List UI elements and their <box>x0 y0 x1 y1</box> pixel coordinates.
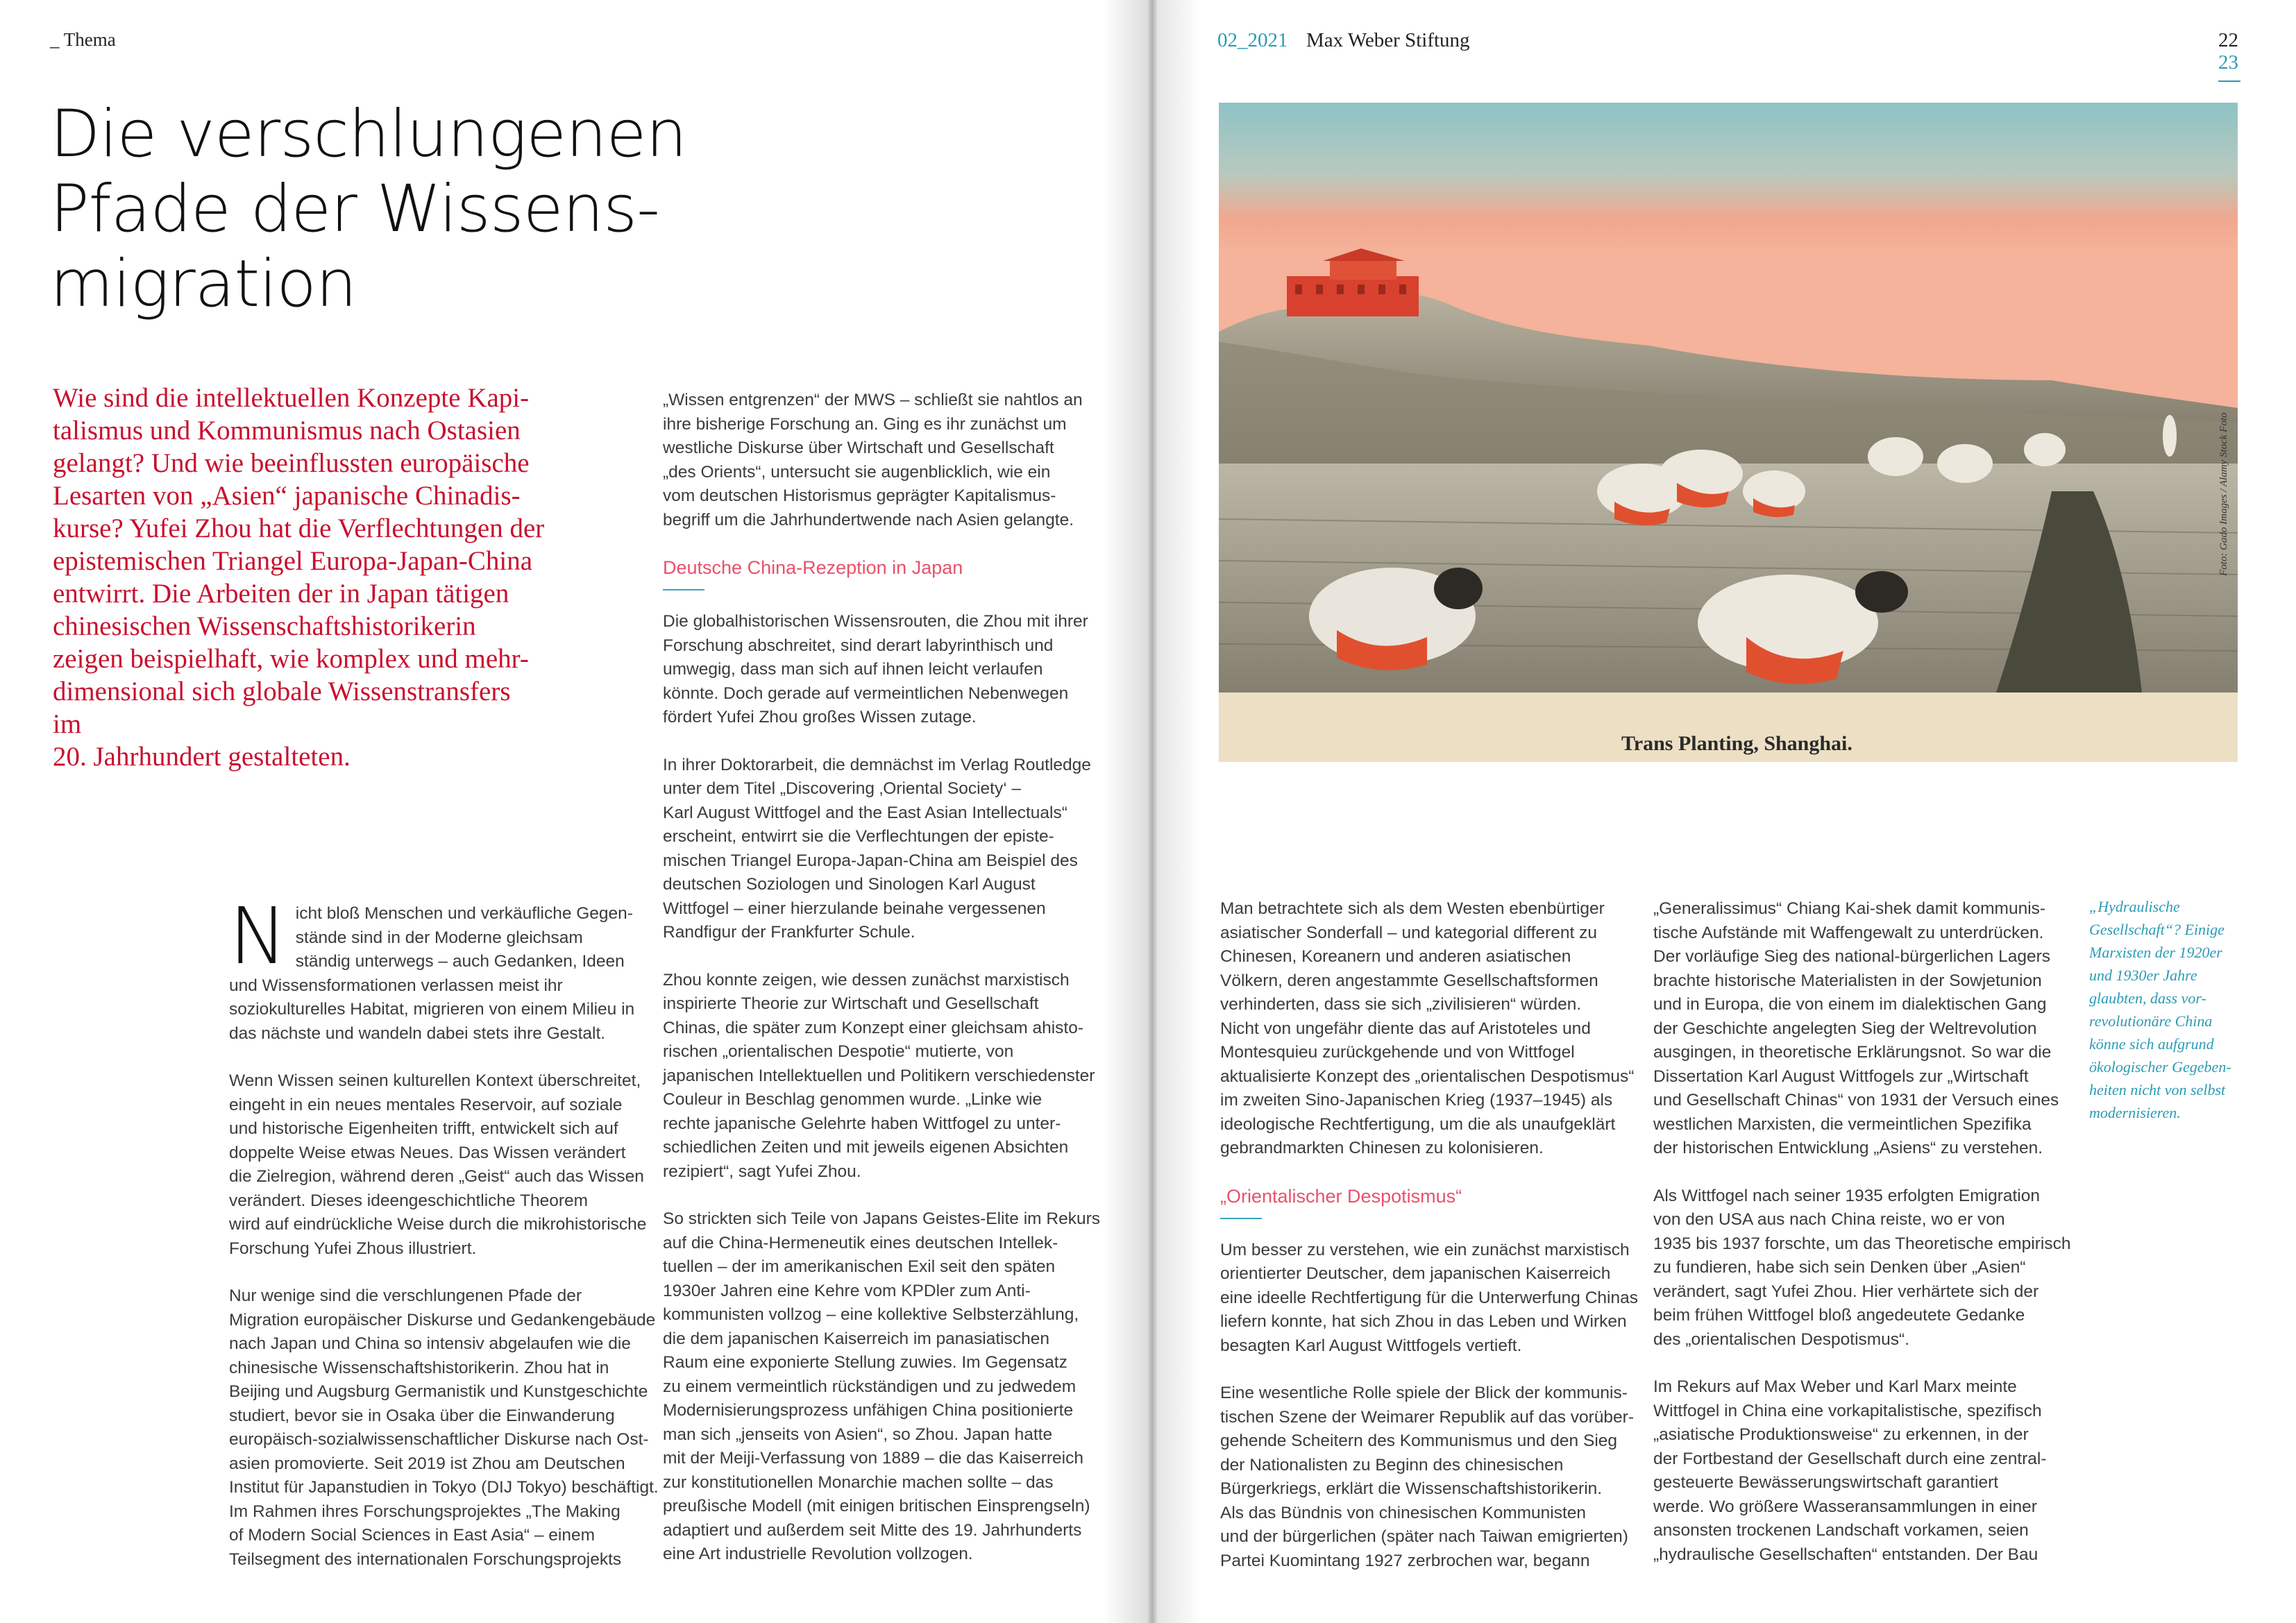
body-line: man sich „jenseits von Asien“, so Zhou. Japan hatte <box>663 1425 1053 1444</box>
body-line: der historischen Entwicklung „Asiens“ zu verstehen. <box>1653 1139 2043 1157</box>
body-line: eine Art industrielle Revolution vollzogen. <box>663 1545 973 1563</box>
body-line: aktualisierte Konzept des „orientalischen Despotismus“ <box>1220 1067 1635 1086</box>
body-line: wird auf eindrückliche Weise durch die mikrohistorische <box>229 1215 647 1234</box>
body-line: Institut für Japanstudien in Tokyo (DIJ Tokyo) beschäftigt. <box>229 1478 659 1497</box>
issue-label: 02_2021 <box>1217 29 1288 51</box>
body-line: Im Rekurs auf Max Weber und Karl Marx meinte <box>1653 1377 2017 1396</box>
photo-caption: Trans Planting, Shanghai. <box>1621 732 1852 755</box>
body-line: zu fundieren, habe sich sein Denken über „Asien“ <box>1653 1258 2026 1277</box>
body-line: Migration europäischer Diskurse und Gedankengebäude <box>229 1310 656 1329</box>
headline-line: Die verschlungenen <box>50 96 687 172</box>
body-line: zur konstitutionellen Monarchie machen sollte – das <box>663 1472 1054 1492</box>
body-line: tische Aufstände mit Waffengewalt zu unterdrücken. <box>1653 923 2044 942</box>
body-line: das nächste und wandeln dabei stets ihre Gestalt. <box>229 1023 606 1043</box>
body-line: ihre bisherige Forschung an. Ging es ihr zunächst um <box>663 414 1067 434</box>
body-line: 1930er Jahren eine Kehre vom KPDler zum Anti- <box>663 1281 1031 1300</box>
body-line: könnte. Doch gerade auf vermeintlichen Nebenwegen <box>663 683 1069 703</box>
body-line: des „orientalischen Despotismus“. <box>1653 1329 1910 1349</box>
body-paragraph <box>663 389 1107 532</box>
body-line: umwegig, dass man sich auf ihnen leicht verlaufen <box>663 660 1043 679</box>
body-line: von den USA aus nach China reiste, wo er von <box>1653 1210 2005 1229</box>
quote-line: ökologischer Gegeben- <box>2089 1058 2231 1076</box>
quote-line: und 1930er Jahre <box>2089 967 2197 984</box>
subheading: Deutsche China-Rezeption in Japan <box>663 557 963 578</box>
body-line: „des Orients“, untersucht sie augenblicklich, wie ein <box>663 462 1051 482</box>
body-line: Teilsegment des internationalen Forschungsprojekts <box>229 1549 622 1569</box>
publication-name: Max Weber Stiftung <box>1306 29 1470 51</box>
lead-paragraph <box>53 382 546 773</box>
body-line: fördert Yufei Zhou großes Wissen zutage. <box>663 708 977 726</box>
lead-line: chinesischen Wissenschaftshistorikerin <box>53 611 476 641</box>
body-line: zu einem vermeintlich rückständigen und zu jedwedem <box>663 1377 1077 1396</box>
lead-line: entwirrt. Die Arbeiten der in Japan tätigen <box>53 579 509 609</box>
subheading-rule <box>663 589 704 590</box>
body-paragraph <box>663 969 1107 1184</box>
body-line: ausgingen, in theoretische Erklärungsnot. So war die <box>1653 1043 2052 1062</box>
body-line: Chinesen, Koreanern und anderen asiatischen <box>1220 947 1571 966</box>
body-paragraph <box>663 754 1107 945</box>
body-line: chinesische Wissenschaftshistorikerin. Zhou hat in <box>229 1358 609 1377</box>
body-line: erscheint, entwirrt sie die Verflechtungen der episte- <box>663 827 1054 846</box>
section-label: _ Thema <box>50 29 116 50</box>
body-line: Karl August Wittfogel and the East Asian Intellectuals“ <box>663 803 1067 822</box>
body-line: adaptiert und außerdem seit Mitte des 19. Jahrhunderts <box>663 1520 1082 1540</box>
body-line: Partei Kuomintang 1927 zerbrochen war, begann <box>1220 1551 1590 1570</box>
body-line: rischen „orientalischen Despotie“ mutierte, von <box>663 1042 1014 1061</box>
body-line: icht bloß Menschen und verkäufliche Gegen- <box>295 904 633 923</box>
body-line: gehende Scheitern des Kommunismus und den Sieg <box>1220 1431 1618 1450</box>
body-line: Randfigur der Frankfurter Schule. <box>663 923 915 942</box>
body-line: rechte japanische Gelehrte haben Wittfogel zu unter- <box>663 1114 1061 1133</box>
page-number-left: 22 <box>2218 29 2238 51</box>
lead-line: 20. Jahrhundert gestalteten. <box>53 742 351 772</box>
body-line: studiert, bevor sie in Osaka über die Einwanderung <box>229 1406 615 1425</box>
subheading: „Orientalischer Despotismus“ <box>1220 1185 1462 1207</box>
lead-line: talismus und Kommunismus nach Ostasien <box>53 416 521 445</box>
body-line: Raum eine exponierte Stellung zuwies. Im Gegensatz <box>663 1353 1067 1372</box>
body-line: Forschung Yufei Zhous illustriert. <box>229 1239 477 1258</box>
body-paragraph <box>229 892 659 1046</box>
photo-credit: Foto: Gado Images / Alamy Stock Foto <box>2218 412 2229 576</box>
body-line: Beijing und Augsburg Germanistik und Kunstgeschichte <box>229 1382 648 1401</box>
body-line: „asiatische Produktionsweise“ zu erkennen, in der <box>1653 1425 2029 1444</box>
body-paragraph <box>663 610 1107 730</box>
body-line: asien promovierte. Seit 2019 ist Zhou am Deutschen <box>229 1454 625 1473</box>
body-line: die dem japanischen Kaiserreich im panasiatischen <box>663 1329 1050 1348</box>
body-line: unter dem Titel „Discovering ‚Oriental Society‘ – <box>663 779 1022 798</box>
body-line: Eine wesentliche Rolle spiele der Blick der kommunis- <box>1220 1384 1628 1402</box>
body-line: Die globalhistorischen Wissensrouten, die Zhou mit ihrer <box>663 612 1088 631</box>
body-line: ideologische Rechtfertigung, um die als unaufgeklärt <box>1220 1114 1616 1134</box>
body-line: Montesquieu zurückgehende und von Wittfogel <box>1220 1043 1575 1062</box>
headline <box>50 97 744 322</box>
body-line: Der vorläufige Sieg des national-bürgerlichen Lagers <box>1653 947 2051 966</box>
body-line: asiatischer Sonderfall – und kategorial different zu <box>1220 923 1597 942</box>
lead-line: epistemischen Triangel Europa-Japan-China <box>53 546 533 576</box>
subheading-rule <box>1220 1218 1262 1219</box>
headline-line: migration <box>50 246 357 322</box>
body-line: im zweiten Sino-Japanischen Krieg (1937–1945) als <box>1220 1091 1613 1110</box>
lead-line: dimensional sich globale Wissenstransfers im <box>53 677 511 739</box>
body-column-2 <box>663 389 1107 1567</box>
body-line: verändert, sagt Yufei Zhou. Hier verhärtete sich der <box>1653 1282 2039 1301</box>
quote-line: heiten nicht von selbst <box>2089 1081 2226 1098</box>
page-number-right: 23 <box>2218 51 2238 74</box>
lead-line: Lesarten von „Asien“ japanische Chinadis- <box>53 481 521 511</box>
body-line: gebrandmarkten Chinesen zu kolonisieren. <box>1220 1139 1544 1157</box>
body-line: Forschung abschreitet, sind derart labyrinthisch und <box>663 636 1054 655</box>
lead-line: kurse? Yufei Zhou hat die Verflechtungen der <box>53 513 545 543</box>
body-line: ansonsten trockenen Landschaft vorkamen, seien <box>1653 1521 2029 1540</box>
body-line: japanischen Intellektuellen und Politikern verschiedenster <box>663 1066 1095 1085</box>
body-paragraph <box>229 1284 659 1572</box>
body-line: begriff um die Jahrhundertwende nach Asien gelangte. <box>663 510 1074 529</box>
body-line: werde. Wo größere Wasseransammlungen in einer <box>1653 1497 2037 1516</box>
body-line: doppelte Weise etwas Neues. Das Wissen verändert <box>229 1143 626 1162</box>
body-line: Nur wenige sind die verschlungenen Pfade der <box>229 1286 582 1305</box>
subheading-block <box>1220 1184 1644 1219</box>
body-line: „hydraulische Gesellschaften“ entstanden. Der Bau <box>1653 1545 2038 1564</box>
body-line: verändert. Dieses ideengeschichtliche Theorem <box>229 1191 589 1210</box>
body-line: schiedlichen Zeiten und mit jeweils eigenen Absichten <box>663 1138 1069 1157</box>
lead-line: zeigen beispielhaft, wie komplex und mehr- <box>53 644 529 674</box>
body-column-4 <box>1653 897 2077 1567</box>
body-line: Als Wittfogel nach seiner 1935 erfolgten Emigration <box>1653 1186 2040 1205</box>
quote-line: glaubten, dass vor- <box>2089 989 2206 1007</box>
body-line: nach Japan und China so intensiv abgelaufen wie die <box>229 1334 631 1353</box>
body-line: Bürgerkriegs, erklärt die Wissenschaftshistorikerin. <box>1220 1479 1603 1498</box>
subheading-block <box>663 556 1107 590</box>
body-paragraph <box>229 1069 659 1261</box>
body-line: ständig unterwegs – auch Gedanken, Ideen <box>295 952 625 971</box>
photo-illustration <box>1219 103 2238 762</box>
body-line: Um besser zu verstehen, wie ein zunächst marxistisch <box>1220 1240 1630 1259</box>
body-line: „Generalissimus“ Chiang Kai-shek damit kommunis- <box>1653 899 2046 918</box>
body-line: „Wissen entgrenzen“ der MWS – schließt sie nahtlos an <box>663 391 1083 409</box>
body-line: soziokulturelles Habitat, migrieren von einem Milieu in <box>229 1000 635 1019</box>
body-line: und Gesellschaft Chinas“ von 1931 der Versuch eines <box>1653 1091 2059 1110</box>
body-column-1 <box>229 892 659 1572</box>
body-line: Dissertation Karl August Wittfogels zur „Wirtschaft <box>1653 1067 2029 1086</box>
body-line: rezipiert“, sagt Yufei Zhou. <box>663 1162 861 1181</box>
body-line: der Nationalisten zu Beginn des chinesischen <box>1220 1455 1564 1475</box>
body-line: Wittfogel – einer hierzulande beinahe vergessenen <box>663 899 1046 918</box>
body-line: eingeht in ein neues mentales Reservoir, auf soziale <box>229 1095 623 1114</box>
lead-line: Wie sind die intellektuellen Konzepte Kapi- <box>53 383 530 413</box>
drop-cap: N <box>229 892 287 982</box>
body-line: Als das Bündnis von chinesischen Kommunisten <box>1220 1503 1587 1522</box>
body-paragraph <box>1653 1184 2077 1352</box>
body-paragraph <box>1220 897 1644 1161</box>
body-line: liefern konnte, hat sich Zhou in das Leben und Wirken <box>1220 1312 1627 1331</box>
body-line: Modernisierungsprozess unfähigen China positionierte <box>663 1401 1074 1420</box>
photo-rice-planting <box>1219 103 2238 762</box>
body-line: verhinderten, dass sie sich „zivilisieren“ würden. <box>1220 995 1582 1014</box>
body-line: inspirierte Theorie zur Wirtschaft und Gesellschaft <box>663 994 1039 1013</box>
body-line: beim frühen Wittfogel bloß angedeutete Gedanke <box>1653 1306 2025 1325</box>
body-paragraph <box>1653 897 2077 1161</box>
body-paragraph <box>663 1207 1107 1567</box>
body-line: der Fortbestand der Gesellschaft durch eine zentral- <box>1653 1449 2047 1468</box>
body-line: orientierter Deutscher, dem japanischen Kaiserreich <box>1220 1264 1611 1283</box>
body-line: Völkern, deren angestammte Gesellschaftsformen <box>1220 971 1598 990</box>
quote-line: revolutionäre China <box>2089 1012 2213 1030</box>
body-line: kommunisten vollzog – eine kollektive Selbsterzählung, <box>663 1305 1079 1324</box>
body-line: deutschen Soziologen und Sinologen Karl August <box>663 875 1036 894</box>
page-number-rule <box>2218 80 2240 82</box>
body-line: mischen Triangel Europa-Japan-China am Beispiel des <box>663 851 1078 870</box>
body-line: preußische Modell (mit einigen britischen Einsprengseln) <box>663 1497 1090 1515</box>
quote-line: „Hydraulische <box>2089 898 2180 915</box>
body-paragraph <box>1220 1239 1644 1359</box>
body-line: Wittfogel in China eine vorkapitalistische, spezifisch <box>1653 1401 2042 1420</box>
quote-line: könne sich aufgrund <box>2089 1035 2214 1053</box>
body-line: tischen Szene der Weimarer Republik auf das vorüber- <box>1220 1407 1635 1427</box>
body-line: brachte historische Materialisten in der Sowjetunion <box>1653 971 2042 990</box>
quote-line: modernisieren. <box>2089 1104 2181 1121</box>
body-line: westliche Diskurse über Wirtschaft und Gesellschaft <box>663 439 1054 457</box>
body-line: mit der Meiji-Verfassung von 1889 – die das Kaiserreich <box>663 1449 1084 1468</box>
body-line: stände sind in der Moderne gleichsam <box>295 928 583 947</box>
body-line: Zhou konnte zeigen, wie dessen zunächst marxistisch <box>663 970 1070 989</box>
quote-line: Gesellschaft“? Einige <box>2089 921 2225 938</box>
body-line: der Geschichte angelegten Sieg der Weltrevolution <box>1653 1019 2037 1038</box>
body-line: of Modern Social Sciences in East Asia“ – einem <box>229 1526 596 1545</box>
body-line: und in Europa, die von einem im dialektischen Gang <box>1653 995 2047 1014</box>
body-line: eine ideelle Rechtfertigung für die Unterwerfung Chinas <box>1220 1288 1638 1307</box>
body-line: So strickten sich Teile von Japans Geistes-Elite im Rekurs <box>663 1209 1100 1228</box>
body-line: vom deutschen Historismus geprägter Kapitalismus- <box>663 486 1056 505</box>
body-paragraph <box>1220 1382 1644 1573</box>
body-line: 1935 bis 1937 forschte, um das Theoretische empirisch <box>1653 1234 2071 1253</box>
body-line: tuellen – der im amerikanischen Exil seit den späten <box>663 1257 1056 1276</box>
sidebar-quote <box>2089 895 2246 1124</box>
body-line: gesteuerte Bewässerungswirtschaft garantiert <box>1653 1473 1999 1492</box>
body-line: und Wissensformationen verlassen meist ihr <box>229 976 563 995</box>
body-line: und historische Eigenheiten trifft, entwickelt sich auf <box>229 1119 618 1138</box>
quote-line: Marxisten der 1920er <box>2089 944 2222 961</box>
body-column-3 <box>1220 897 1644 1573</box>
lead-line: gelangt? Und wie beeinflussten europäische <box>53 448 530 478</box>
body-line: Im Rahmen ihres Forschungsprojektes „The Making <box>229 1502 621 1521</box>
body-line: Wenn Wissen seinen kulturellen Kontext überschreitet, <box>229 1071 641 1090</box>
body-line: und der bürgerlichen (später nach Taiwan emigrierten) <box>1220 1527 1628 1546</box>
body-line: auf die China-Hermeneutik eines deutschen Intellek- <box>663 1233 1058 1252</box>
body-paragraph <box>1653 1375 2077 1567</box>
body-line: Chinas, die später zum Konzept einer gleichsam ahisto- <box>663 1018 1084 1037</box>
body-line: westlichen Marxisten, die vermeintlichen Spezifika <box>1653 1114 2032 1134</box>
body-line: In ihrer Doktorarbeit, die demnächst im Verlag Routledge <box>663 755 1091 774</box>
body-line: europäisch-sozialwissenschaftlicher Diskurse nach Ost- <box>229 1430 649 1449</box>
body-line: besagten Karl August Wittfogels vertieft. <box>1220 1336 1522 1355</box>
body-line: Man betrachtete sich als dem Westen ebenbürtiger <box>1220 899 1605 918</box>
body-line: Nicht von ungefähr diente das auf Aristoteles und <box>1220 1019 1591 1038</box>
body-line: Couleur in Beschlag genommen wurde. „Linke wie <box>663 1090 1043 1109</box>
headline-line: Pfade der Wissens- <box>50 171 660 247</box>
body-line: die Zielregion, während deren „Geist“ auch das Wissen <box>229 1167 644 1186</box>
